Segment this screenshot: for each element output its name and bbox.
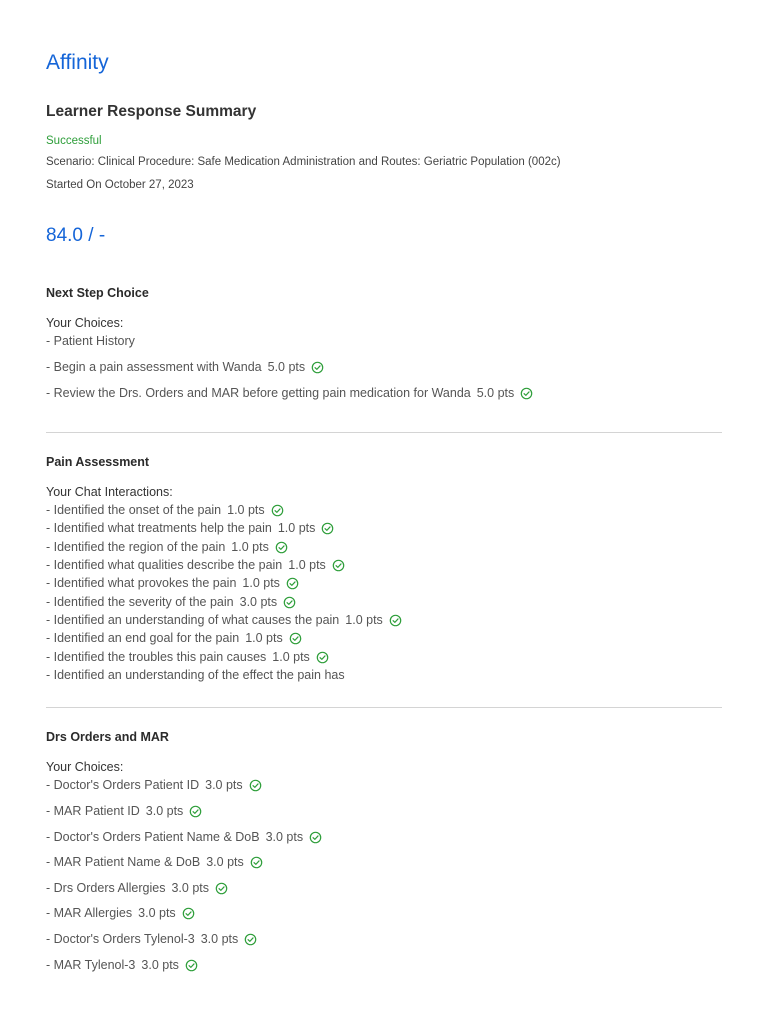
check-circle-icon xyxy=(275,541,288,554)
list-item: - Doctor's Orders Tylenol-3 3.0 pts xyxy=(46,932,257,946)
section-divider xyxy=(46,707,722,708)
list-item: - Identified the severity of the pain 3.0 pts xyxy=(46,595,296,609)
started-on-text: Started On October 27, 2023 xyxy=(46,179,194,191)
section-title-drs-orders-and-mar: Drs Orders and MAR xyxy=(46,730,169,744)
section-title-next-step-choice: Next Step Choice xyxy=(46,286,149,300)
check-circle-icon xyxy=(244,933,257,946)
check-circle-icon xyxy=(289,632,302,645)
list-item: - Review the Drs. Orders and MAR before getting pain medication for Wanda 5.0 pts xyxy=(46,386,533,400)
check-circle-icon xyxy=(316,651,329,664)
check-circle-icon xyxy=(309,831,322,844)
list-item: - Identified what qualities describe the pain 1.0 pts xyxy=(46,558,345,572)
check-circle-icon xyxy=(321,522,334,535)
list-item: - Identified the region of the pain 1.0 pts xyxy=(46,540,288,554)
brand-logo-text: Affinity xyxy=(46,51,109,74)
list-item: - MAR Patient ID 3.0 pts xyxy=(46,804,202,818)
section-label: Your Choices: xyxy=(46,316,124,330)
list-item: - Identified an understanding of what causes the pain 1.0 pts xyxy=(46,613,402,627)
score-value: 84.0 / - xyxy=(46,225,106,246)
check-circle-icon xyxy=(182,907,195,920)
list-item: - Identified an understanding of the effect the pain has xyxy=(46,668,345,682)
check-circle-icon xyxy=(250,856,263,869)
list-item: - Patient History xyxy=(46,334,135,348)
check-circle-icon xyxy=(215,882,228,895)
check-circle-icon xyxy=(389,614,402,627)
list-item: - Identified the troubles this pain causes 1.0 pts xyxy=(46,650,329,664)
check-circle-icon xyxy=(332,559,345,572)
list-item: - MAR Patient Name & DoB 3.0 pts xyxy=(46,855,263,869)
scenario-text: Scenario: Clinical Procedure: Safe Medication Administration and Routes: Geriatric Population (002c) xyxy=(46,156,561,168)
list-item: - Identified what treatments help the pain 1.0 pts xyxy=(46,521,334,535)
list-item: - MAR Allergies 3.0 pts xyxy=(46,906,195,920)
page-title: Learner Response Summary xyxy=(46,103,257,120)
check-circle-icon xyxy=(286,577,299,590)
list-item: - MAR Tylenol-3 3.0 pts xyxy=(46,958,198,972)
check-circle-icon xyxy=(283,596,296,609)
section-divider xyxy=(46,432,722,433)
status-badge: Successful xyxy=(46,135,102,147)
check-circle-icon xyxy=(249,779,262,792)
check-circle-icon xyxy=(189,805,202,818)
list-item: - Begin a pain assessment with Wanda 5.0 pts xyxy=(46,360,324,374)
check-circle-icon xyxy=(271,504,284,517)
list-item: - Doctor's Orders Patient ID 3.0 pts xyxy=(46,778,262,792)
check-circle-icon xyxy=(311,361,324,374)
list-item: - Doctor's Orders Patient Name & DoB 3.0 pts xyxy=(46,830,322,844)
check-circle-icon xyxy=(520,387,533,400)
list-item: - Drs Orders Allergies 3.0 pts xyxy=(46,881,228,895)
list-item: - Identified what provokes the pain 1.0 pts xyxy=(46,576,299,590)
list-item: - Identified the onset of the pain 1.0 pts xyxy=(46,503,284,517)
list-item: - Identified an end goal for the pain 1.0 pts xyxy=(46,631,302,645)
section-label: Your Choices: xyxy=(46,760,124,774)
section-title-pain-assessment: Pain Assessment xyxy=(46,455,150,469)
check-circle-icon xyxy=(185,959,198,972)
section-label: Your Chat Interactions: xyxy=(46,485,173,499)
